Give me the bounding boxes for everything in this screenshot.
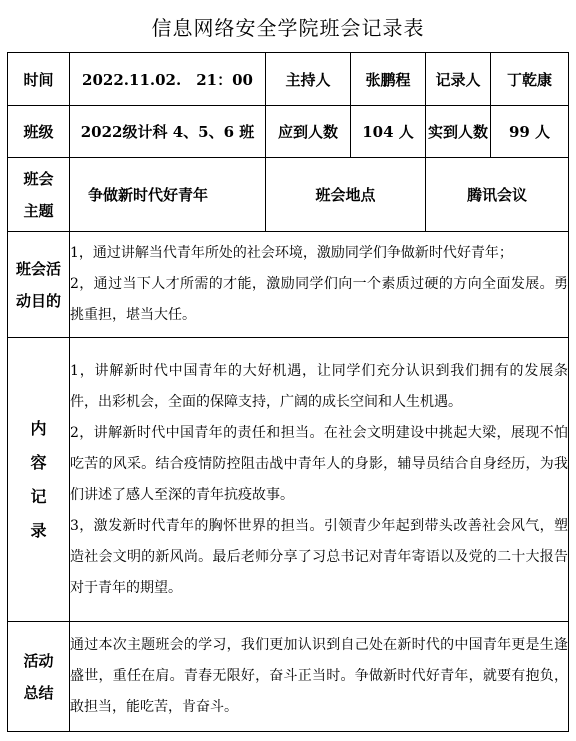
location-value: 腾讯会议 [426,158,569,232]
class-value: 2022级计科 4、5、6 班 [70,106,266,158]
theme-value: 争做新时代好青年 [70,158,266,232]
actual-count-value: 99 人 [491,106,569,158]
content-label-char-1: 内 [30,418,47,438]
content-paragraph-2: 2，讲解新时代中国青年的责任和担当。在社会文明建设中挑起大梁，展现不怕吃苦的风采。结合疫情防控阻击战中青年人的身影，辅导员结合自身经历，为我们讲述了感人至深的青年抗疫故事。 [70,424,569,503]
purpose-paragraph-2: 2，通过当下人才所需的才能，激励同学们向一个素质过硬的方向全面发展。勇挑重担，堪当大任。 [70,276,569,323]
form-title: 信息网络安全学院班会记录表 [151,15,425,40]
record-table [7,52,569,732]
actual-count-label: 实到人数 [426,106,491,158]
location-label: 班会地点 [266,158,426,232]
expected-count-value: 104 人 [351,106,426,158]
theme-label [8,158,70,232]
row-class-attendance [8,106,569,158]
content-label-char-3: 记 [30,486,47,506]
time-value: 2022.11.02. 21：00 [70,53,266,106]
purpose-label [8,232,70,338]
content-label-char-2: 容 [30,452,47,472]
purpose-paragraph-1: 1，通过讲解当代青年所处的社会环境，激励同学们争做新时代好青年； [70,245,513,261]
row-theme-location [8,158,569,232]
summary-label-line-2: 总结 [23,683,54,702]
content-label-char-4: 录 [30,520,47,540]
row-content [8,338,569,622]
time-label: 时间 [8,53,70,106]
row-purpose [8,232,569,338]
theme-label-line-2: 主题 [23,201,54,220]
purpose-label-line-2: 动目的 [15,291,61,310]
purpose-text [70,232,569,338]
expected-count-label: 应到人数 [266,106,351,158]
content-paragraph-1: 1，讲解新时代中国青年的大好机遇，让同学们充分认识到我们拥有的发展条件，出彩机会，全面的保障支持，广阔的成长空间和人生机遇。 [70,362,569,410]
summary-label-line-1: 活动 [23,651,54,670]
purpose-label-line-1: 班会活 [15,259,61,278]
content-paragraph-3: 3，激发新时代青年的胸怀世界的担当。引领青少年起到带头改善社会风气，塑造社会文明的新风尚。最后老师分享了习总书记对青年寄语以及党的二十大报告对于青年的期望。 [70,517,569,596]
content-label [8,338,70,622]
host-value: 张鹏程 [351,53,426,106]
host-label: 主持人 [266,53,351,106]
class-label: 班级 [8,106,70,158]
recorder-label: 记录人 [426,53,491,106]
row-time-host [8,53,569,106]
content-text [70,338,569,622]
summary-text [70,622,569,732]
summary-label [8,622,70,732]
summary-paragraph: 通过本次主题班会的学习，我们更加认识到自己处在新时代的中国青年更是生逢盛世，重任在肩。青春无限好，奋斗正当时。争做新时代好青年，就要有抱负，敢担当，能吃苦，肯奋斗。 [70,637,569,715]
recorder-value: 丁乾康 [491,53,569,106]
theme-label-line-1: 班会 [23,169,54,188]
row-summary [8,622,569,732]
